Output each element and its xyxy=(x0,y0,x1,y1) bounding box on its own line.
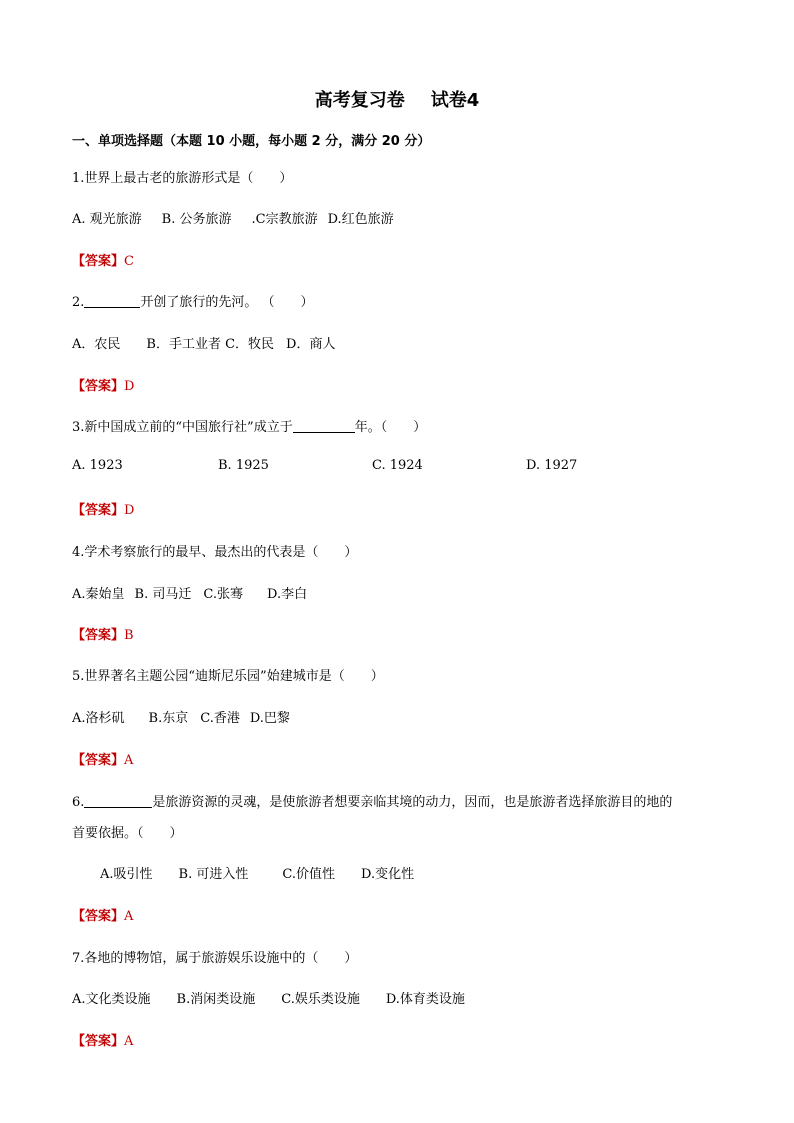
option-c: C.香港 xyxy=(200,711,240,726)
option-a: A.吸引性 xyxy=(100,867,153,882)
question-2-stem xyxy=(72,291,314,310)
fill-blank xyxy=(293,418,355,433)
question-6-stem-line2: 首要依据。（ ） xyxy=(72,826,183,841)
option-c: C. 1924 xyxy=(372,458,423,473)
option-d: D.巴黎 xyxy=(249,711,290,726)
stem-prefix: 2. xyxy=(72,295,85,310)
answer-value: D xyxy=(124,503,135,518)
answer-tag: 【答案】 xyxy=(72,503,125,518)
option-b: B. 公务旅游 xyxy=(161,212,232,227)
option-d: D.变化性 xyxy=(360,867,415,882)
question-1-stem: 1.世界上最古老的旅游形式是（ ） xyxy=(72,171,293,186)
answer-tag: 【答案】 xyxy=(72,909,125,924)
option-b: B. 可进入性 xyxy=(178,867,249,882)
title-paper-number: 试卷4 xyxy=(430,90,480,111)
fill-blank xyxy=(84,793,152,808)
fill-blank xyxy=(84,293,140,308)
question-6-stem xyxy=(72,791,672,810)
stem-suffix: 年。（ ） xyxy=(354,420,427,435)
question-3-stem xyxy=(72,416,426,435)
option-c: C.张骞 xyxy=(203,587,243,602)
question-7-options xyxy=(72,988,465,1007)
option-d: D.红色旅游 xyxy=(327,212,394,227)
answer-value: A xyxy=(124,753,134,768)
answer-tag: 【答案】 xyxy=(72,1034,125,1049)
option-a: A.文化类设施 xyxy=(72,992,151,1007)
answer-value: C xyxy=(124,254,134,269)
option-a: A.秦始皇 xyxy=(72,587,125,602)
option-a: A.洛杉矶 xyxy=(72,711,125,726)
option-c: C.娱乐类设施 xyxy=(281,992,360,1007)
section-heading: 一、单项选择题（本题 10 小题，每小题 2 分，满分 20 分） xyxy=(72,134,431,149)
question-3-answer xyxy=(72,499,134,518)
answer-tag: 【答案】 xyxy=(72,753,125,768)
answer-value: B xyxy=(124,628,134,643)
question-1-options xyxy=(72,208,394,227)
option-a: A．农民 xyxy=(72,337,121,352)
option-b: B. 司马迁 xyxy=(134,587,192,602)
question-7-answer xyxy=(72,1030,133,1049)
title-main: 高考复习卷 xyxy=(314,90,405,111)
answer-value: A xyxy=(124,909,134,924)
page-title xyxy=(0,86,794,112)
question-1-answer xyxy=(72,250,134,269)
stem-prefix: 3.新中国成立前的“中国旅行社”成立于 xyxy=(72,420,293,435)
option-b: B.消闲类设施 xyxy=(176,992,256,1007)
option-d: D.李白 xyxy=(266,587,308,602)
option-b: B.东京 xyxy=(148,711,189,726)
question-4-options xyxy=(72,583,307,602)
question-6-answer xyxy=(72,905,133,924)
question-2-options xyxy=(72,333,335,352)
option-a: A. 观光旅游 xyxy=(72,212,142,227)
option-d: D．商人 xyxy=(286,337,336,352)
question-2-answer xyxy=(72,375,134,394)
question-5-answer xyxy=(72,749,133,768)
option-b-c: B．手工业者 C．牧民 xyxy=(146,337,275,352)
question-5-stem: 5.世界著名主题公园“迪斯尼乐园”始建城市是（ ） xyxy=(72,669,384,684)
stem-suffix: 是旅游资源的灵魂，是使旅游者想要亲临其境的动力，因而，也是旅游者选择旅游目的地的 xyxy=(152,795,673,810)
question-6-options xyxy=(100,863,414,882)
answer-value: A xyxy=(124,1034,134,1049)
answer-tag: 【答案】 xyxy=(72,628,125,643)
answer-tag: 【答案】 xyxy=(72,254,125,269)
stem-prefix: 6. xyxy=(72,795,85,810)
answer-value: D xyxy=(124,379,135,394)
option-b: B. 1925 xyxy=(218,458,269,473)
question-7-stem: 7.各地的博物馆，属于旅游娱乐设施中的（ ） xyxy=(72,951,358,966)
answer-tag: 【答案】 xyxy=(72,379,125,394)
question-5-options xyxy=(72,707,290,726)
option-c: C.价值性 xyxy=(282,867,335,882)
question-4-stem: 4.学术考察旅行的最早、最杰出的代表是（ ） xyxy=(72,545,358,560)
stem-suffix: 开创了旅行的先河。 （ ） xyxy=(140,295,314,310)
question-4-answer xyxy=(72,624,134,643)
option-c: .C宗教旅游 xyxy=(251,212,318,227)
option-d: D. 1927 xyxy=(526,458,578,473)
option-d: D.体育类设施 xyxy=(385,992,465,1007)
option-a: A. 1923 xyxy=(72,458,123,473)
